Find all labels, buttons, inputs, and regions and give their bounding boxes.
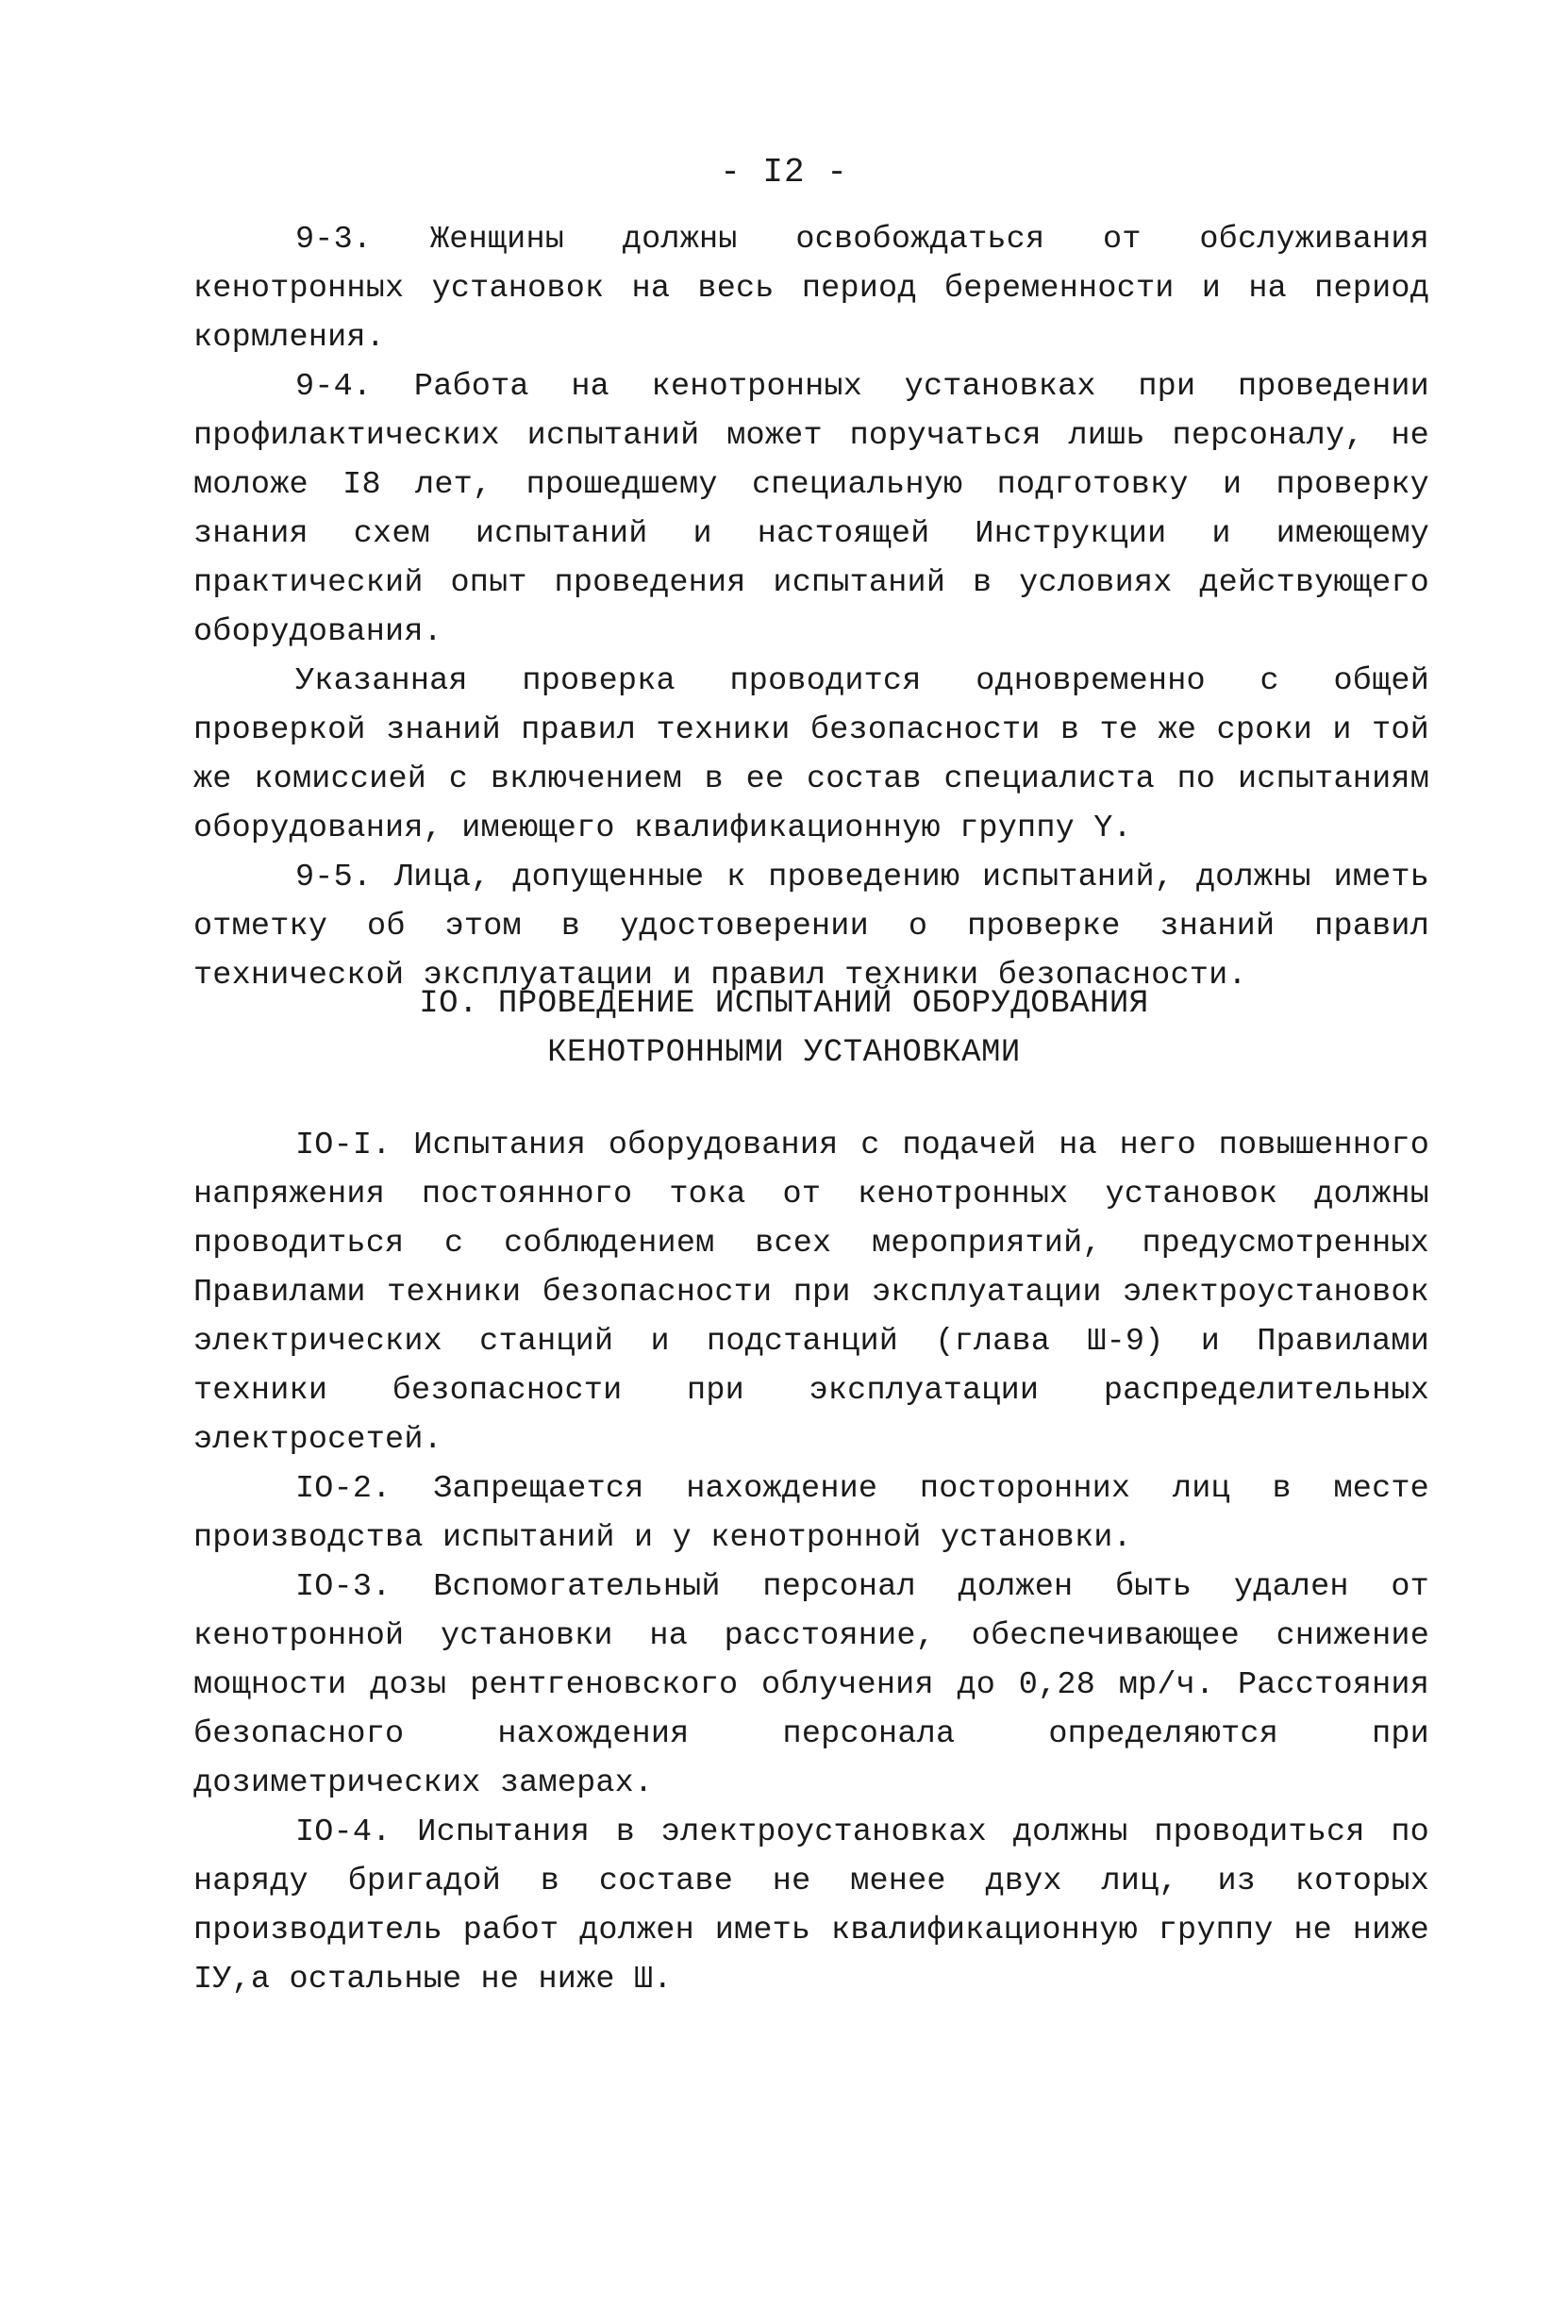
section-title-line-2: КЕНОТРОННЫМИ УСТАНОВКАМИ (547, 1035, 1021, 1071)
paragraph-10-3: IO-3. Вспомогательный персонал должен быть удален от кенотронной установки на расстояние, обеспечивающее снижение мощности дозы рентгеновского облучения до 0,28 мр/ч. Расстояния безопасного нахождения персонала определяются при дозиметрических замерах. (193, 1569, 1429, 1801)
paragraph-10-1: IO-I. Испытания оборудования с подачей на него повышенного напряжения постоянного тока от кенотронных установок должны проводиться с соблюдением всех мероприятий, предусмотренных Правилами техники безопасности при эксплуатации электроустановок электрических станций и подстанций (глава Ш-9) и Правилами техники безопасности при эксплуатации распределительных электросетей. (193, 1128, 1429, 1458)
paragraph-verification-note: Указанная проверка проводится одновременно с общей проверкой знаний правил техники безопасности в те же сроки и той же комиссией с включением в ее состав специалиста по испытаниям оборудования, имеющего квалификационную группу Y. (193, 663, 1429, 846)
paragraph-10-4: IO-4. Испытания в электроустановках должны проводиться по наряду бригадой в составе не менее двух лиц, из которых производитель работ должен иметь квалификационную группу не ниже IУ,а остальные не ниже Ш. (193, 1814, 1429, 1998)
paragraphs-before-section (193, 215, 1429, 1000)
paragraphs-after-section (193, 1121, 1429, 2004)
section-title-line-1: IO. ПРОВЕДЕНИЕ ИСПЫТАНИЙ ОБОРУДОВАНИЯ (419, 986, 1149, 1022)
paragraph-10-2: IO-2. Запрещается нахождение посторонних лиц в месте производства испытаний и у кенотронной установки. (193, 1471, 1429, 1556)
paragraph-9-5: 9-5. Лица, допущенные к проведению испытаний, должны иметь отметку об этом в удостоверении о проверке знаний правил технической эксплуатации и правил техники безопасности. (193, 860, 1429, 994)
paragraph-9-4: 9-4. Работа на кенотронных установках при проведении профилактических испытаний может поручаться лишь персоналу, не моложе I8 лет, прошедшему специальную подготовку и проверку знания схем испытаний и настоящей Инструкции и имеющему практический опыт проведения испытаний в условиях действующего оборудования. (193, 369, 1429, 650)
page-number: - I2 - (720, 153, 848, 192)
paragraph-9-3: 9-3. Женщины должны освобождаться от обслуживания кенотронных установок на весь период беременности и на период кормления. (193, 222, 1429, 356)
section-heading (0, 979, 1568, 1078)
